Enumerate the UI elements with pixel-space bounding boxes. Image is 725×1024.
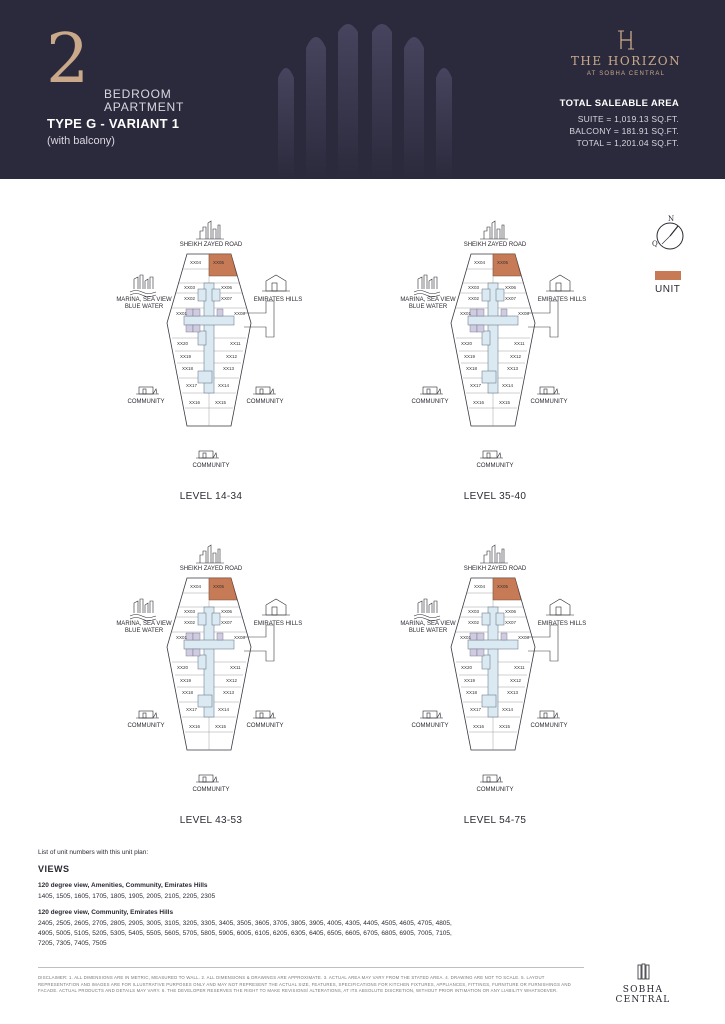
unit-xx13: XX13 bbox=[223, 690, 235, 695]
area-total: TOTAL = 1,201.04 SQ.FT. bbox=[576, 138, 679, 148]
unit-xx07: XX07 bbox=[505, 296, 517, 301]
unit-xx20: XX20 bbox=[177, 341, 189, 346]
unit-xx17: XX17 bbox=[186, 383, 198, 388]
community-icon-bottom bbox=[196, 451, 219, 458]
floor-plan-drawing bbox=[126, 537, 296, 787]
unit-xx17: XX17 bbox=[470, 383, 482, 388]
unit-xx04: XX04 bbox=[474, 584, 486, 589]
unit-xx16: XX16 bbox=[189, 400, 201, 405]
unit-xx18: XX18 bbox=[466, 366, 478, 371]
community-icon-left bbox=[420, 387, 443, 394]
label-sheikh-zayed-road: SHEIKH ZAYED ROAD bbox=[463, 242, 527, 248]
label-marina: MARINA, SEA VIEW BLUE WATER bbox=[400, 297, 456, 310]
unit-xx11: XX11 bbox=[230, 341, 241, 346]
unit-xx13: XX13 bbox=[507, 366, 519, 371]
level-label-1: LEVEL 14-34 bbox=[179, 491, 243, 502]
unit-xx05: XX05 bbox=[213, 584, 225, 589]
label-emirates-hills: EMIRATES HILLS bbox=[537, 621, 587, 627]
unit-xx17: XX17 bbox=[186, 707, 198, 712]
unit-xx05: XX05 bbox=[497, 584, 509, 589]
house-icon bbox=[546, 599, 574, 615]
unit-xx02: XX02 bbox=[468, 620, 480, 625]
brand-subtitle: AT SOBHA CENTRAL bbox=[586, 71, 666, 77]
view-group-units-1: 1405, 1505, 1605, 1705, 1805, 1905, 2005, 2105, 2205, 2305 bbox=[38, 893, 216, 900]
unit-xx20: XX20 bbox=[461, 665, 473, 670]
floor-plan-drawing bbox=[410, 213, 580, 463]
unit-xx06: XX06 bbox=[505, 609, 517, 614]
floor-plan-drawing bbox=[126, 213, 296, 463]
unit-xx08: XX08 bbox=[518, 311, 530, 316]
marina-icon bbox=[130, 599, 156, 621]
label-community-bottom: COMMUNITY bbox=[476, 787, 514, 793]
house-icon bbox=[546, 275, 574, 291]
floor-plan-drawing bbox=[410, 537, 580, 787]
label-community-left: COMMUNITY bbox=[127, 399, 165, 405]
unit-xx14: XX14 bbox=[218, 707, 230, 712]
unit-xx06: XX06 bbox=[221, 285, 233, 290]
level-label-2: LEVEL 35-40 bbox=[463, 491, 527, 502]
unit-xx14: XX14 bbox=[502, 707, 514, 712]
compass-icon bbox=[648, 214, 688, 254]
level-label-4: LEVEL 54-75 bbox=[463, 815, 527, 826]
unit-xx18: XX18 bbox=[182, 366, 194, 371]
unit-xx15: XX15 bbox=[215, 724, 227, 729]
marina-icon bbox=[414, 599, 440, 621]
views-heading: VIEWS bbox=[38, 864, 70, 874]
unit-xx01: XX01 bbox=[460, 311, 472, 316]
unit-xx15: XX15 bbox=[499, 400, 511, 405]
header-banner bbox=[0, 0, 725, 179]
skyline-icon bbox=[196, 545, 224, 563]
unit-legend-swatch bbox=[655, 271, 681, 280]
label-emirates-hills: EMIRATES HILLS bbox=[537, 297, 587, 303]
label-community-left: COMMUNITY bbox=[411, 723, 449, 729]
label-marina: MARINA, SEA VIEW BLUE WATER bbox=[116, 621, 172, 634]
unit-xx01: XX01 bbox=[460, 635, 472, 640]
label-community-bottom: COMMUNITY bbox=[192, 787, 230, 793]
highlighted-unit bbox=[493, 578, 521, 600]
label-community-right: COMMUNITY bbox=[530, 723, 568, 729]
unit-xx13: XX13 bbox=[223, 366, 235, 371]
label-community-left: COMMUNITY bbox=[411, 399, 449, 405]
unit-xx05: XX05 bbox=[497, 260, 509, 265]
unit-type: TYPE G - VARIANT 1 bbox=[47, 116, 180, 131]
unit-xx13: XX13 bbox=[507, 690, 519, 695]
area-heading: TOTAL SALEABLE AREA bbox=[559, 98, 679, 109]
unit-xx03: XX03 bbox=[468, 285, 480, 290]
house-icon bbox=[262, 275, 290, 291]
unit-xx03: XX03 bbox=[184, 285, 196, 290]
label-community-right: COMMUNITY bbox=[530, 399, 568, 405]
highlighted-unit bbox=[209, 254, 237, 276]
label-community-left: COMMUNITY bbox=[127, 723, 165, 729]
unit-xx04: XX04 bbox=[190, 584, 202, 589]
unit-xx19: XX19 bbox=[464, 354, 476, 359]
skyline-icon bbox=[480, 221, 508, 239]
label-community-bottom: COMMUNITY bbox=[476, 463, 514, 469]
unit-xx14: XX14 bbox=[502, 383, 514, 388]
unit-subtitle: (with balcony) bbox=[47, 135, 115, 147]
unit-xx06: XX06 bbox=[221, 609, 233, 614]
footer-brand-name: SOBHA CENTRAL bbox=[615, 985, 671, 1005]
level-label-3: LEVEL 43-53 bbox=[179, 815, 243, 826]
view-group-title-1: 120 degree view, Amenities, Community, Emirates Hills bbox=[38, 882, 208, 889]
unit-xx12: XX12 bbox=[226, 354, 238, 359]
area-suite: SUITE = 1,019.13 SQ.FT. bbox=[577, 114, 679, 124]
unit-xx02: XX02 bbox=[184, 296, 196, 301]
unit-xx07: XX07 bbox=[505, 620, 517, 625]
brand-title: THE HORIZON bbox=[570, 54, 682, 68]
unit-xx18: XX18 bbox=[182, 690, 194, 695]
unit-xx07: XX07 bbox=[221, 296, 233, 301]
unit-xx18: XX18 bbox=[466, 690, 478, 695]
skyline-icon bbox=[196, 221, 224, 239]
community-icon-left bbox=[136, 711, 159, 718]
unit-xx05: XX05 bbox=[213, 260, 225, 265]
unit-xx11: XX11 bbox=[230, 665, 241, 670]
unit-xx02: XX02 bbox=[468, 296, 480, 301]
unit-xx19: XX19 bbox=[180, 678, 192, 683]
unit-xx16: XX16 bbox=[473, 724, 485, 729]
community-icon-right bbox=[253, 387, 276, 394]
unit-xx19: XX19 bbox=[464, 678, 476, 683]
unit-xx08: XX08 bbox=[234, 635, 246, 640]
community-icon-bottom bbox=[196, 775, 219, 782]
unit-xx07: XX07 bbox=[221, 620, 233, 625]
unit-legend-label: UNIT bbox=[655, 284, 681, 295]
decorative-beams bbox=[276, 18, 456, 179]
unit-xx02: XX02 bbox=[184, 620, 196, 625]
unit-xx15: XX15 bbox=[499, 724, 511, 729]
bedroom-count: 2 bbox=[46, 20, 90, 99]
label-marina: MARINA, SEA VIEW BLUE WATER bbox=[116, 297, 172, 310]
compass-north: N bbox=[668, 215, 675, 223]
unit-xx03: XX03 bbox=[184, 609, 196, 614]
unit-xx16: XX16 bbox=[473, 400, 485, 405]
unit-xx19: XX19 bbox=[180, 354, 192, 359]
footer-divider bbox=[38, 967, 584, 968]
unit-xx20: XX20 bbox=[461, 341, 473, 346]
label-community-right: COMMUNITY bbox=[246, 723, 284, 729]
unit-xx20: XX20 bbox=[177, 665, 189, 670]
unit-xx12: XX12 bbox=[510, 354, 522, 359]
label-sheikh-zayed-road: SHEIKH ZAYED ROAD bbox=[179, 566, 243, 572]
label-emirates-hills: EMIRATES HILLS bbox=[253, 297, 303, 303]
house-icon bbox=[262, 599, 290, 615]
unit-xx12: XX12 bbox=[226, 678, 238, 683]
community-icon-left bbox=[420, 711, 443, 718]
unit-xx17: XX17 bbox=[470, 707, 482, 712]
skyline-icon bbox=[480, 545, 508, 563]
view-group-title-2: 120 degree view, Community, Emirates Hills bbox=[38, 909, 174, 916]
unit-xx16: XX16 bbox=[189, 724, 201, 729]
sobha-logo-icon bbox=[634, 963, 652, 981]
unit-xx06: XX06 bbox=[505, 285, 517, 290]
community-icon-right bbox=[537, 711, 560, 718]
unit-xx15: XX15 bbox=[215, 400, 227, 405]
unit-xx11: XX11 bbox=[514, 665, 525, 670]
unit-xx03: XX03 bbox=[468, 609, 480, 614]
area-balcony: BALCONY = 181.91 SQ.FT. bbox=[569, 126, 679, 136]
community-icon-right bbox=[537, 387, 560, 394]
community-icon-right bbox=[253, 711, 276, 718]
unit-xx14: XX14 bbox=[218, 383, 230, 388]
unit-list-note: List of unit numbers with this unit plan: bbox=[38, 849, 149, 856]
community-icon-bottom bbox=[480, 451, 503, 458]
disclaimer: DISCLAIMER: 1. ALL DIMENSIONS ARE IN METRIC, MEASURED TO WALL. 2. ALL DIMENSIONS & DRAWINGS ARE APPROXIMATE. 3. ACTUAL AREA MAY VARY FROM THE STATED AREA. 4. DRAWING ARE NOT TO SCALE. 5. LAYOUT REPRESENTATION AND IMAGES ARE FOR ILLUSTRATIVE PURPOSES ONLY AND MAY NOT REPRESENT THE ACTUAL SIZE, FEATURES, SPECIFICATIONS FOR KITCHEN FIXTURES, APPLIANCES, FITTINGS, FURNITURE OR FURNISHINGS AND FACADE. ACTUAL PRODUCTS AND DETAILS MAY VARY. 6. THE DEVELOPER RESERVES THE RIGHT TO MAKE REVISIONS/ ALTERATIONS, AT ITS ABSOLUTE DISCRETION, WITHOUT PRIOR INTIMATION OR ANY LIABILITY WHATSOEVER. bbox=[38, 975, 571, 993]
unit-xx04: XX04 bbox=[190, 260, 202, 265]
community-icon-left bbox=[136, 387, 159, 394]
label-emirates-hills: EMIRATES HILLS bbox=[253, 621, 303, 627]
unit-xx04: XX04 bbox=[474, 260, 486, 265]
bedroom-apartment-label: BEDROOM APARTMENT bbox=[104, 87, 185, 114]
marina-icon bbox=[130, 275, 156, 297]
horizon-monogram-icon bbox=[614, 28, 638, 52]
unit-xx08: XX08 bbox=[234, 311, 246, 316]
view-group-units-2: 2405, 2505, 2605, 2705, 2805, 2905, 3005, 3105, 3205, 3305, 3405, 3505, 3605, 3705, 3805, 3905, 4005, 4305, 4405, 4505, 4605, 4705, 4805, 4905, 5005, 5105, 5205, 5305, 5405, 5505, 5605, 5705, 5805, 5905, 6005, 6105, 6205, 6305, 6405, 6505, 6605, 6705, 6805, 6905, 7005, 7105, 7205, 7305, 7405, 7505 bbox=[38, 920, 452, 947]
label-community-bottom: COMMUNITY bbox=[192, 463, 230, 469]
label-sheikh-zayed-road: SHEIKH ZAYED ROAD bbox=[463, 566, 527, 572]
label-sheikh-zayed-road: SHEIKH ZAYED ROAD bbox=[179, 242, 243, 248]
label-community-right: COMMUNITY bbox=[246, 399, 284, 405]
highlighted-unit bbox=[209, 578, 237, 600]
svg-text:Q: Q bbox=[652, 240, 658, 248]
community-icon-bottom bbox=[480, 775, 503, 782]
highlighted-unit bbox=[493, 254, 521, 276]
unit-xx01: XX01 bbox=[176, 311, 188, 316]
marina-icon bbox=[414, 275, 440, 297]
unit-xx12: XX12 bbox=[510, 678, 522, 683]
unit-xx08: XX08 bbox=[518, 635, 530, 640]
unit-xx01: XX01 bbox=[176, 635, 188, 640]
unit-xx11: XX11 bbox=[514, 341, 525, 346]
label-marina: MARINA, SEA VIEW BLUE WATER bbox=[400, 621, 456, 634]
